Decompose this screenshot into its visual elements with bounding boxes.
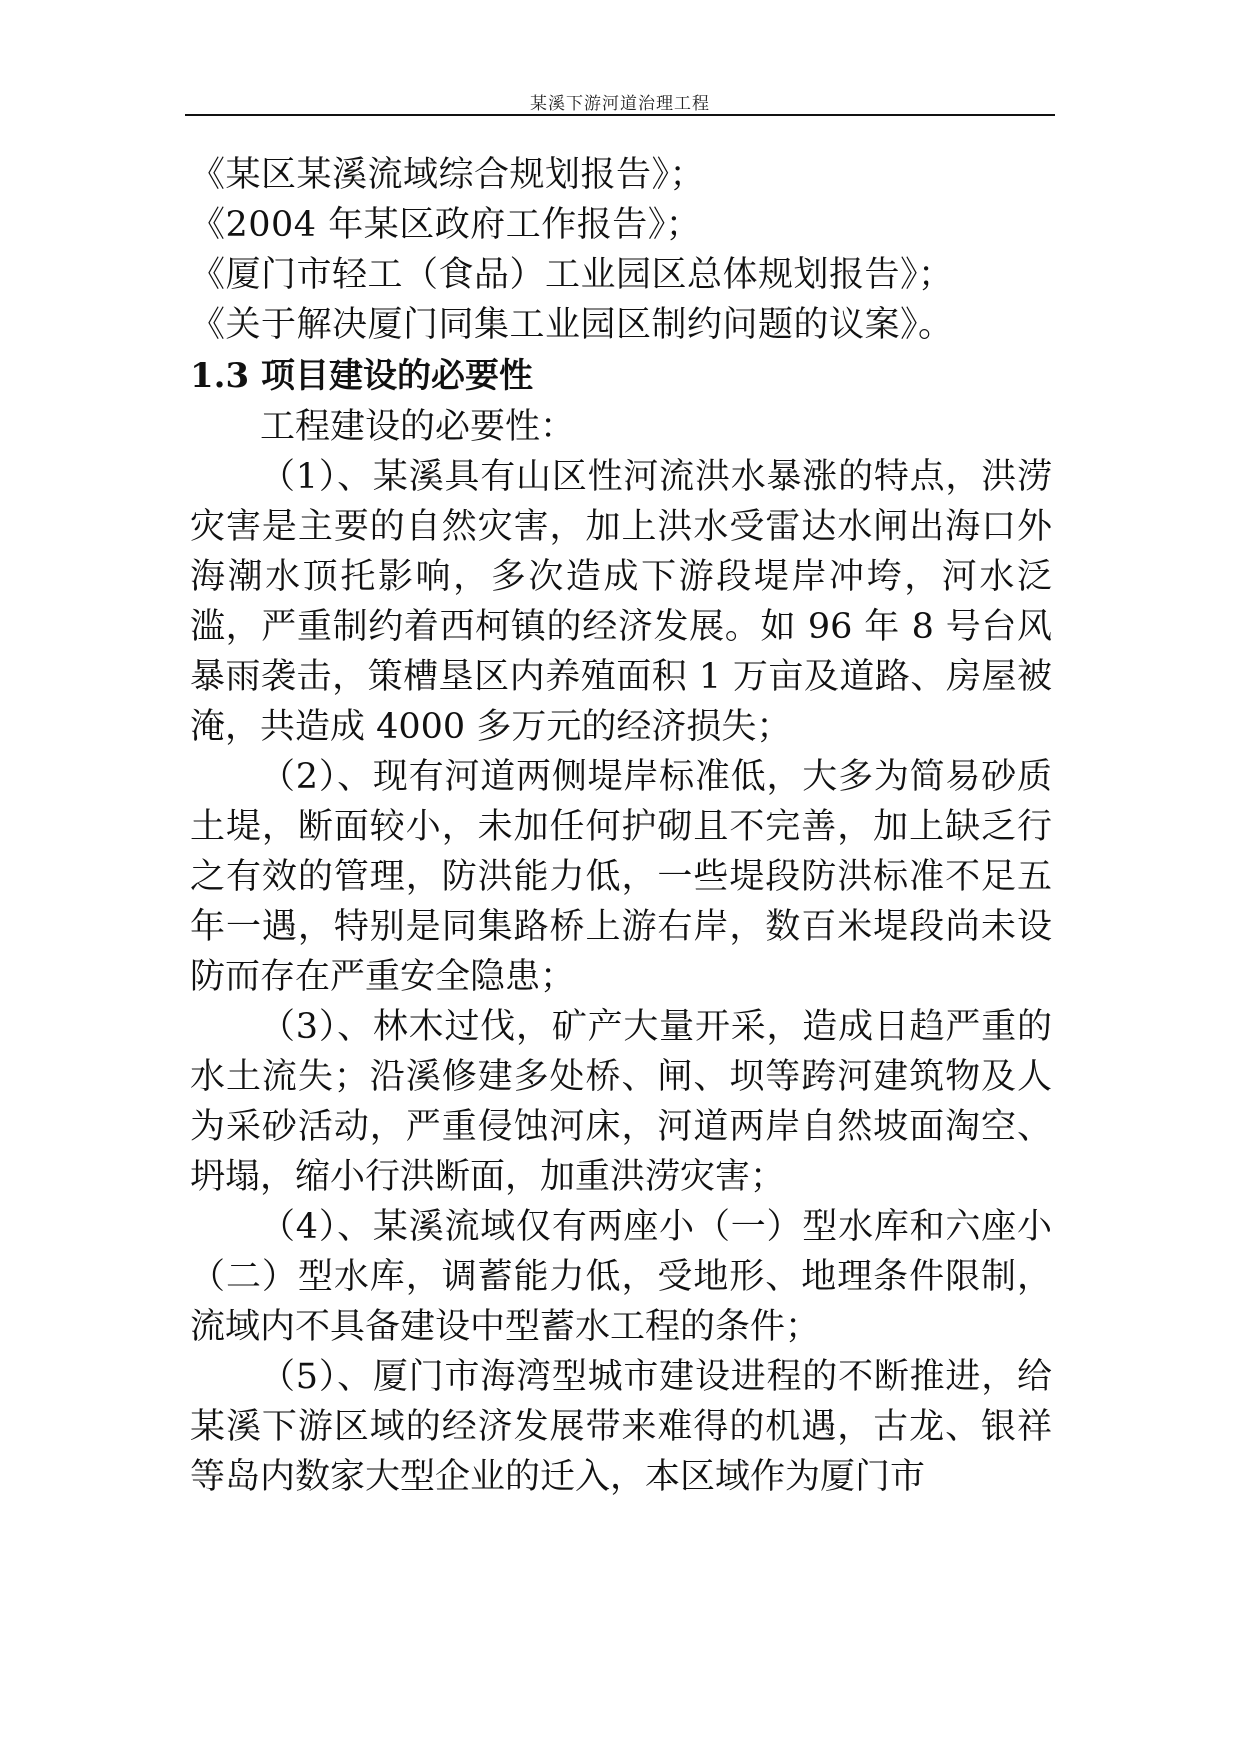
necessity-item-5: （5）、厦门市海湾型城市建设进程的不断推进，给某溪下游区域的经济发展带来难得的机遇，古龙、银祥等岛内数家大型企业的迁入，本区域作为厦门市 [190,1357,1052,1497]
necessity-item-3: （3）、林木过伐，矿产大量开采，造成日趋严重的水土流失；沿溪修建多处桥、闸、坝等跨河建筑物及人为采砂活动，严重侵蚀河床，河道两岸自然坡面淘空、坍塌，缩小行洪断面，加重洪涝灾害； [190,1007,1052,1197]
document-body [190,150,1052,1502]
section-heading: 1.3 项目建设的必要性 [190,356,533,396]
necessity-item-1: （1）、某溪具有山区性河流洪水暴涨的特点，洪涝灾害是主要的自然灾害，加上洪水受雷达水闸出海口外海潮水顶托影响，多次造成下游段堤岸冲垮，河水泛滥，严重制约着西柯镇的经济发展。如 96 年 8 号台风暴雨袭击，策槽垦区内养殖面积 1 万亩及道路、房屋被淹，共造成 4000 多万元的经济损失； [190,457,1052,747]
reference-item: 《2004 年某区政府工作报告》； [190,205,702,245]
section-intro: 工程建设的必要性： [260,407,576,447]
reference-item: 《厦门市轻工（食品）工业园区总体规划报告》； [190,255,954,295]
reference-item: 《某区某溪流域综合规划报告》； [190,155,706,195]
reference-item: 《关于解决厦门同集工业园区制约问题的议案》。 [190,305,954,345]
running-header: 某溪下游河道治理工程 [530,94,710,114]
necessity-item-2: （2）、现有河道两侧堤岸标准低，大多为简易砂质土堤，断面较小，未加任何护砌且不完善，加上缺乏行之有效的管理，防洪能力低，一些堤段防洪标准不足五年一遇，特别是同集路桥上游右岸，数百米堤段尚未设防而存在严重安全隐患； [190,757,1052,997]
header-rule [185,114,1055,116]
necessity-item-4: （4）、某溪流域仅有两座小（一）型水库和六座小（二）型水库，调蓄能力低，受地形、地理条件限制，流域内不具备建设中型蓄水工程的条件； [190,1207,1052,1347]
